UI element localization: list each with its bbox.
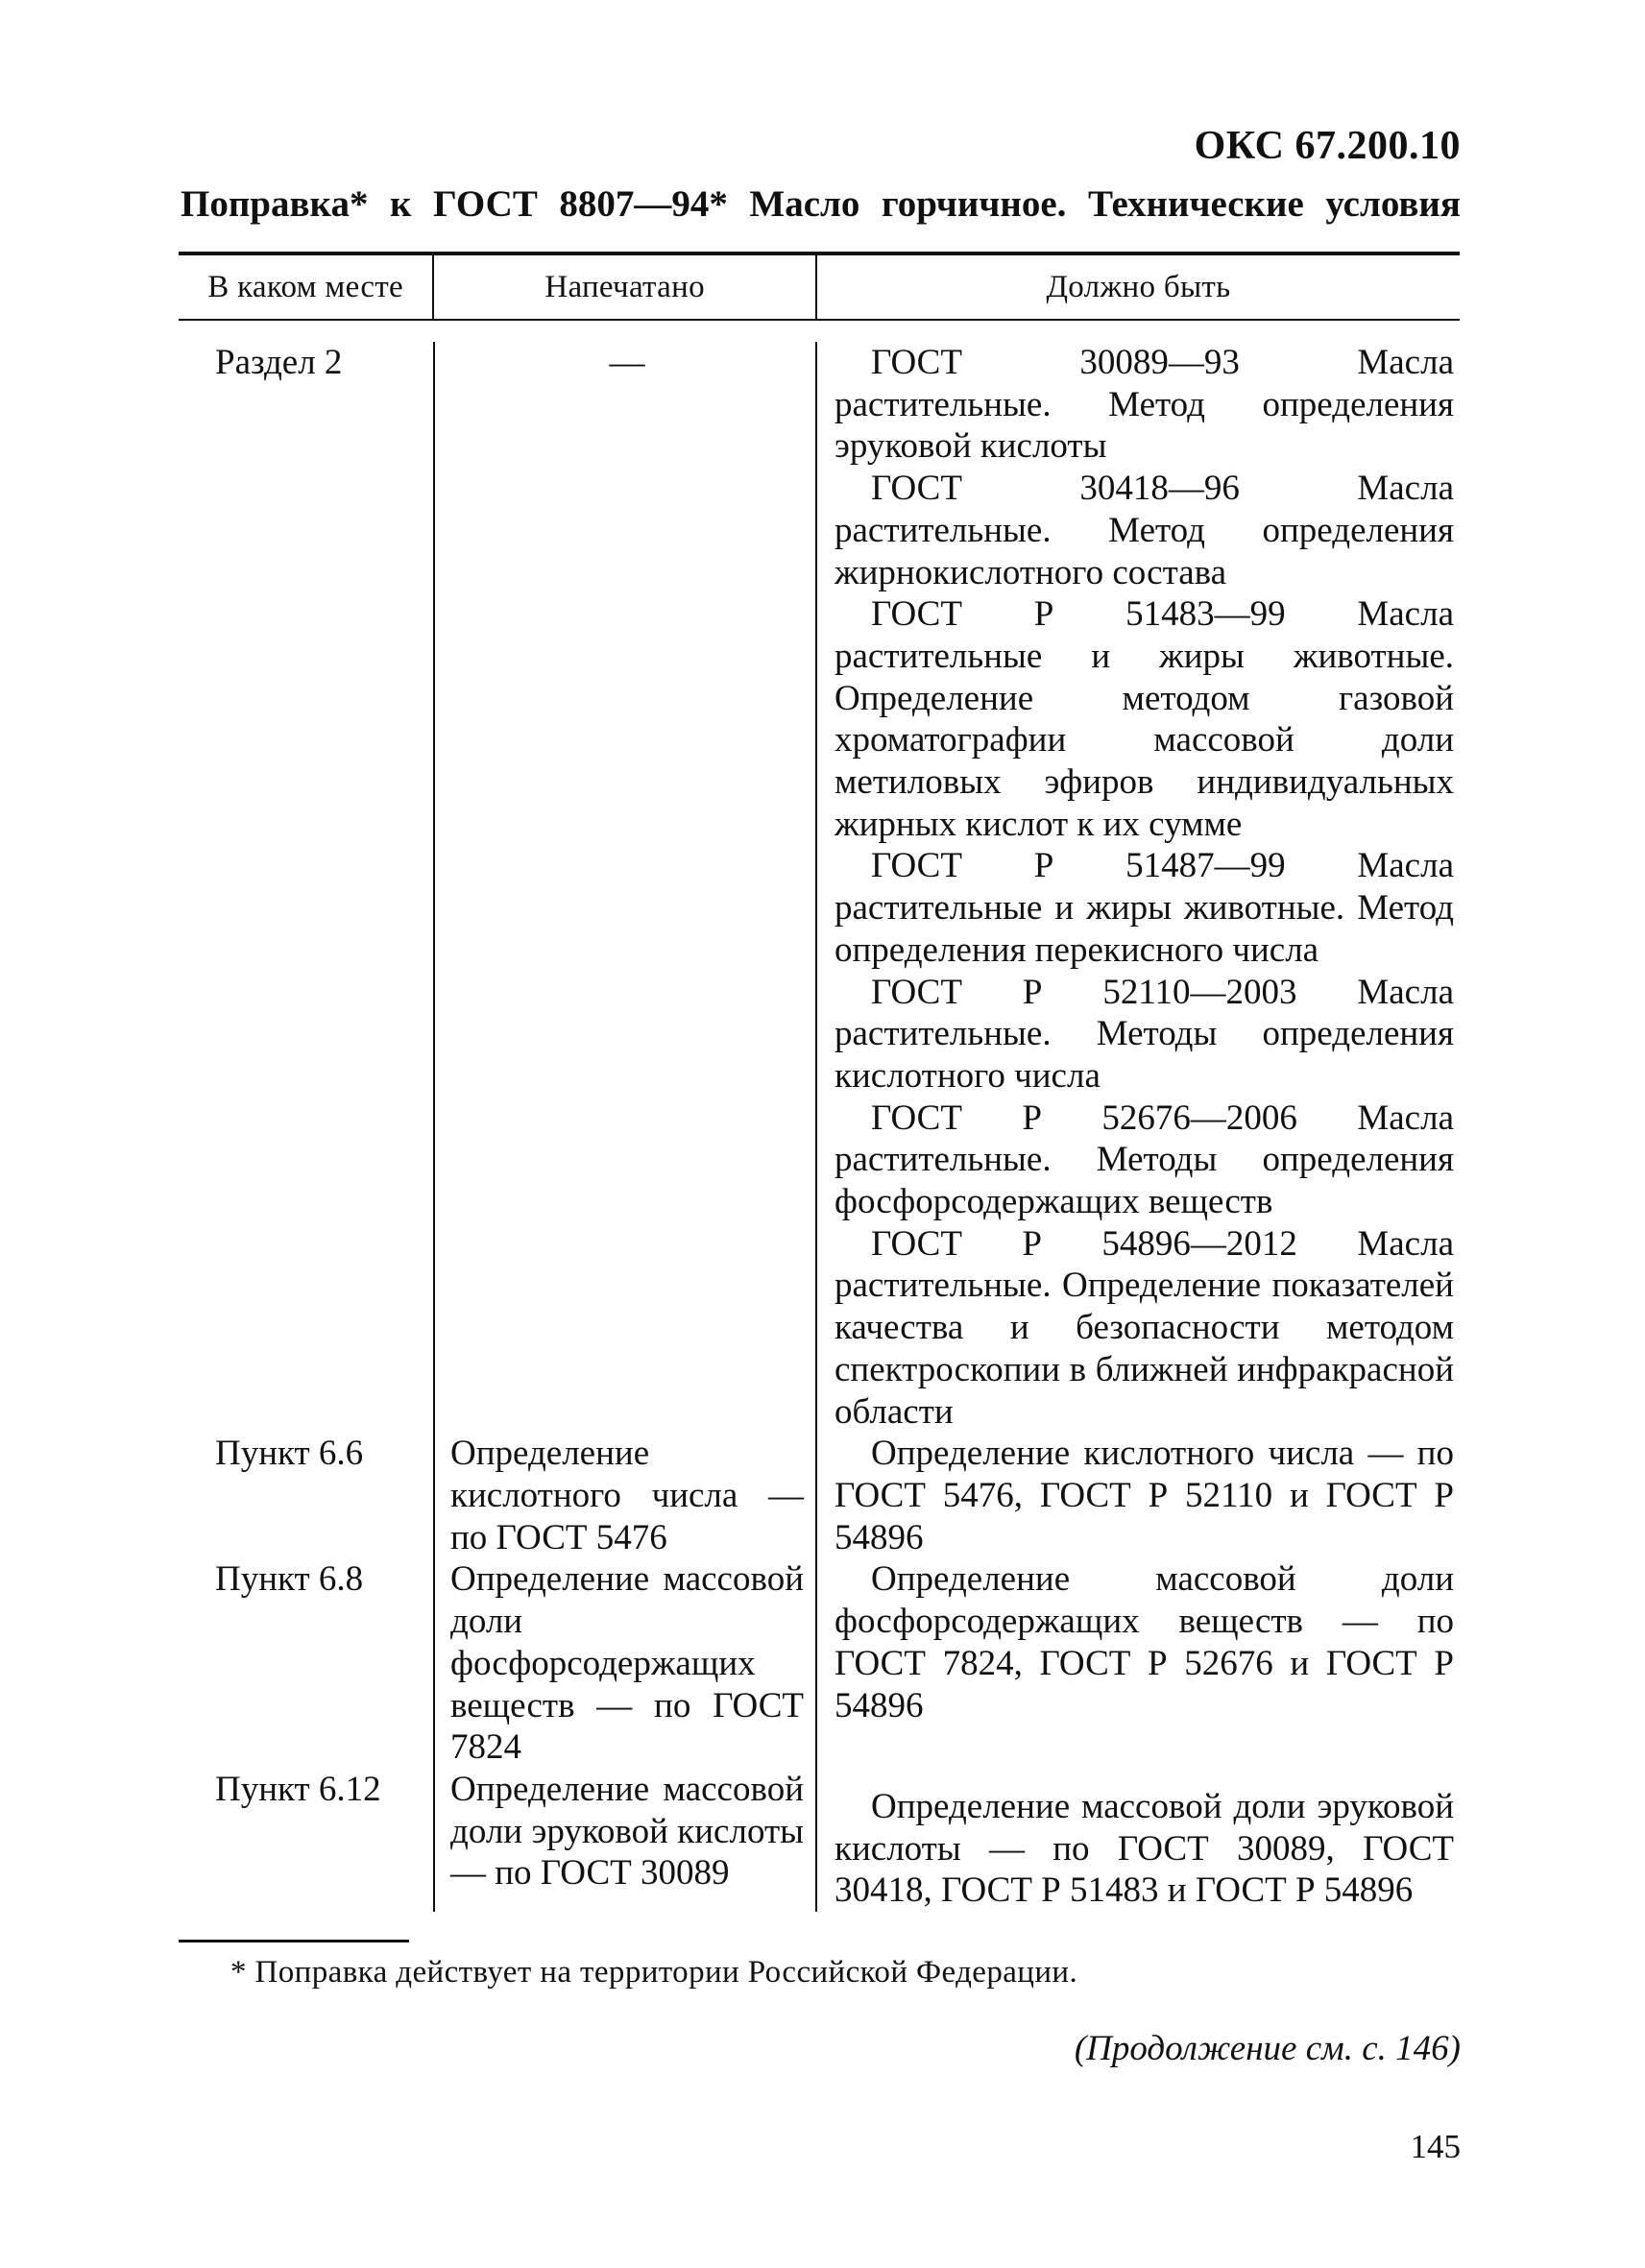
should-be-entry: ГОСТ Р 51487—99 Масла растительные и жиры животные. Метод определения перекисного числа <box>835 846 1454 970</box>
cell-printed: — <box>433 342 815 1433</box>
should-be-entry: ГОСТ 30089—93 Масла растительные. Метод определения эруковой кислоты <box>835 343 1454 467</box>
table-row <box>179 321 1460 1433</box>
page-number: 145 <box>1410 2128 1461 2165</box>
footnote-rule <box>179 1940 409 1942</box>
should-be-entry: ГОСТ Р 51483—99 Масла растительные и жиры животные. Определение методом газовой хроматографии массовой доли метиловых эфиров индивидуальных жирных кислот к их сумме <box>835 594 1454 844</box>
cell-place: Пункт 6.6 <box>215 1434 364 1474</box>
cell-place: Раздел 2 <box>215 343 343 382</box>
document-title: Поправка* к ГОСТ 8807—94* Масло горчичное. Технические условия <box>181 183 1461 225</box>
cell-place: Пункт 6.12 <box>215 1769 381 1809</box>
cell-should-be <box>815 1433 1460 1558</box>
continuation-note: (Продолжение см. с. 146) <box>1074 2029 1461 2068</box>
oks-code: ОКС 67.200.10 <box>1194 124 1461 168</box>
table-row <box>179 1433 1460 1558</box>
should-be-entry: ГОСТ Р 52676—2006 Масла растительные. Методы определения фосфорсодержащих веществ <box>835 1098 1454 1222</box>
should-be-entry: Определение кислотного числа — по ГОСТ 5476, ГОСТ Р 52110 и ГОСТ Р 54896 <box>835 1434 1454 1557</box>
cell-should-be <box>815 342 1460 1433</box>
should-be-entry: ГОСТ Р 54896—2012 Масла растительные. Определение показателей качества и безопасности методом спектроскопии в ближней инфракрасной области <box>835 1223 1454 1432</box>
should-be-entry: ГОСТ Р 52110—2003 Масла растительные. Методы определения кислотного числа <box>835 972 1454 1096</box>
cell-should-be <box>815 1769 1460 1912</box>
should-be-entry: ГОСТ 30418—96 Масла растительные. Метод определения жирнокислотного состава <box>835 469 1454 592</box>
amendment-table <box>179 252 1460 1912</box>
cell-place: Пункт 6.8 <box>215 1559 364 1600</box>
should-be-entry: Определение массовой доли фосфорсодержащих веществ — по ГОСТ 7824, ГОСТ Р 52676 и ГОСТ Р 54896 <box>835 1559 1454 1725</box>
should-be-entry: Определение массовой доли эруковой кислоты — по ГОСТ 30089, ГОСТ 30418, ГОСТ Р 51483 и ГОСТ Р 54896 <box>835 1786 1454 1911</box>
table-row <box>179 1769 1460 1912</box>
table-header-row <box>179 255 1460 321</box>
column-header-should-be: Должно быть <box>815 255 1460 319</box>
column-header-printed: Напечатано <box>432 255 815 319</box>
cell-printed: Определение массовой доли эруковой кислоты — по ГОСТ 30089 <box>433 1769 815 1912</box>
footnote: * Поправка действует на территории Российской Федерации. <box>230 1955 1078 1990</box>
column-header-place: В каком месте <box>207 269 403 304</box>
cell-should-be <box>815 1558 1460 1769</box>
cell-printed: Определение массовой доли фосфорсодержащих веществ — по ГОСТ 7824 <box>433 1558 815 1769</box>
cell-printed: Определение кислотного числа — по ГОСТ 5476 <box>433 1433 815 1558</box>
table-row <box>179 1558 1460 1769</box>
